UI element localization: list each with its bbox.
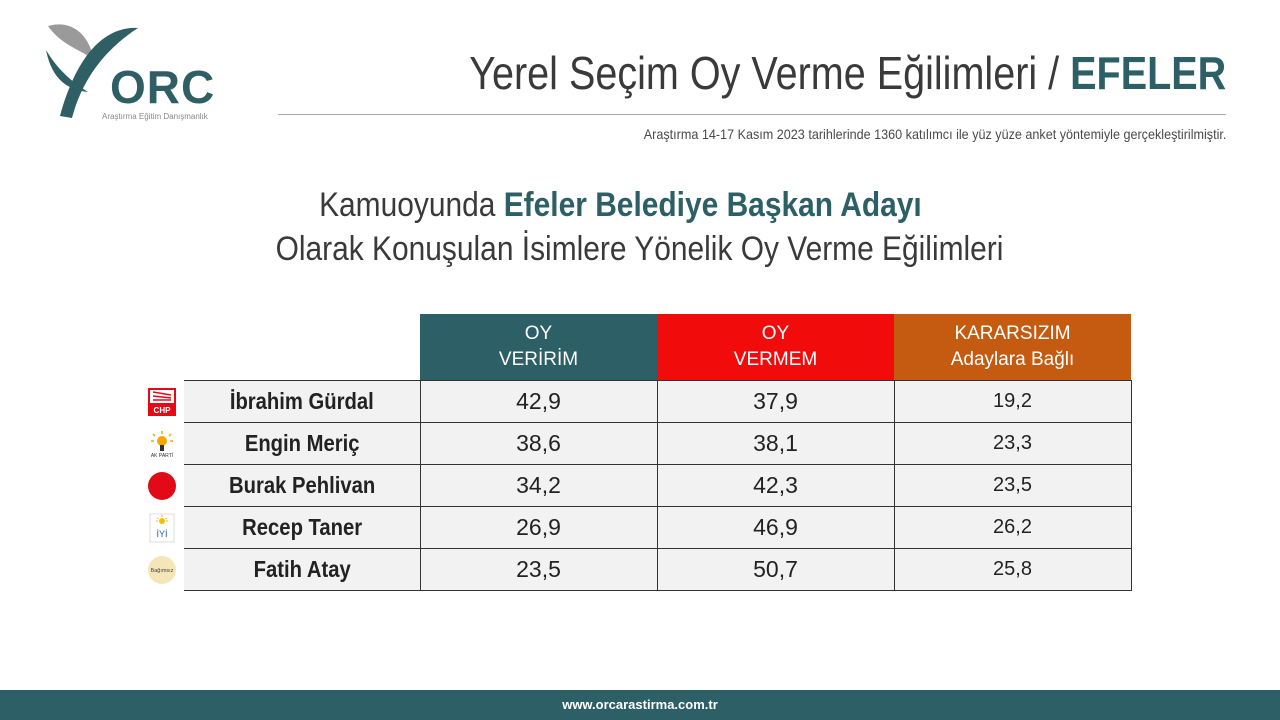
heading-line1 — [0, 186, 1260, 225]
candidate-name: İbrahim Gürdal — [184, 381, 420, 423]
value-undecided: 26,2 — [894, 507, 1131, 549]
value-undecided: 23,5 — [894, 465, 1131, 507]
party-logo-cell — [140, 549, 184, 591]
table-row — [140, 549, 1131, 591]
value-vote-no: 37,9 — [657, 381, 894, 423]
column-header-vote-yes — [420, 314, 657, 381]
table-row — [140, 423, 1131, 465]
value-vote-yes: 38,6 — [420, 423, 657, 465]
title-divider — [278, 114, 1226, 115]
value-vote-no: 50,7 — [657, 549, 894, 591]
value-vote-no: 46,9 — [657, 507, 894, 549]
svg-text:CHP: CHP — [153, 405, 171, 415]
table-row — [140, 465, 1131, 507]
value-vote-yes: 34,2 — [420, 465, 657, 507]
header-empty — [184, 314, 420, 381]
value-vote-yes: 26,9 — [420, 507, 657, 549]
column-header-undecided — [894, 314, 1131, 381]
logo-brand: ORC — [110, 61, 216, 113]
table-row — [140, 507, 1131, 549]
column-header-line1: OY — [761, 323, 790, 344]
value-undecided: 25,8 — [894, 549, 1131, 591]
svg-text:İYİ: İYİ — [156, 528, 168, 539]
value-vote-yes: 42,9 — [420, 381, 657, 423]
poll-table — [140, 314, 1132, 591]
party-logo-cell — [140, 423, 184, 465]
column-header-line1: OY — [524, 323, 553, 344]
svg-text:Bağımsız: Bağımsız — [150, 567, 174, 574]
chp-logo-icon — [147, 387, 177, 417]
party-logo-cell — [140, 381, 184, 423]
value-vote-no: 42,3 — [657, 465, 894, 507]
heading-line1-prefix: Kamuoyunda — [318, 186, 504, 224]
page-title — [469, 46, 1226, 100]
mhp-logo-icon — [147, 471, 177, 501]
table-row — [140, 381, 1131, 423]
logo-tagline: Araştırma Eğitim Danışmanlık — [102, 112, 208, 121]
column-header-line1: KARARSIZIM — [954, 323, 1071, 344]
research-note: Araştırma 14-17 Kasım 2023 tarihlerinde 1360 katılımcı ile yüz yüze anket yöntemiyle gerçekleştirilmiştir. — [643, 126, 1226, 142]
party-logo-cell — [140, 507, 184, 549]
orc-logo — [38, 20, 238, 125]
value-vote-no: 38,1 — [657, 423, 894, 465]
value-undecided: 19,2 — [894, 381, 1131, 423]
heading-line2-text: Olarak Konuşulan İsimlere Yönelik Oy Verme Eğilimleri — [276, 230, 1004, 268]
iyi-parti-logo-icon — [147, 513, 177, 543]
footer-bar — [0, 690, 1280, 720]
table-header-row — [140, 314, 1131, 381]
value-undecided: 23,3 — [894, 423, 1131, 465]
candidate-name: Fatih Atay — [184, 549, 420, 591]
value-vote-yes: 23,5 — [420, 549, 657, 591]
column-header-line2: Adaylara Bağlı — [950, 349, 1075, 370]
heading-line2 — [0, 230, 1280, 269]
party-logo-cell — [140, 465, 184, 507]
page-title-prefix: Yerel Seçim Oy Verme Eğilimleri / — [469, 47, 1070, 99]
independent-badge-icon — [147, 555, 177, 585]
footer-url[interactable]: www.orcarastirma.com.tr — [562, 697, 718, 712]
ak-parti-logo-icon — [147, 429, 177, 459]
header-empty — [140, 314, 184, 381]
column-header-vote-no — [657, 314, 894, 381]
candidate-name: Recep Taner — [184, 507, 420, 549]
page-title-highlight: EFELER — [1069, 47, 1226, 99]
candidate-name: Engin Meriç — [184, 423, 420, 465]
heading-line1-highlight: Efeler Belediye Başkan Adayı — [503, 186, 922, 224]
column-header-line2: VERMEM — [733, 349, 818, 370]
svg-text:AK PARTİ: AK PARTİ — [150, 452, 174, 459]
candidate-name: Burak Pehlivan — [184, 465, 420, 507]
column-header-line2: VERİRİM — [498, 349, 579, 370]
